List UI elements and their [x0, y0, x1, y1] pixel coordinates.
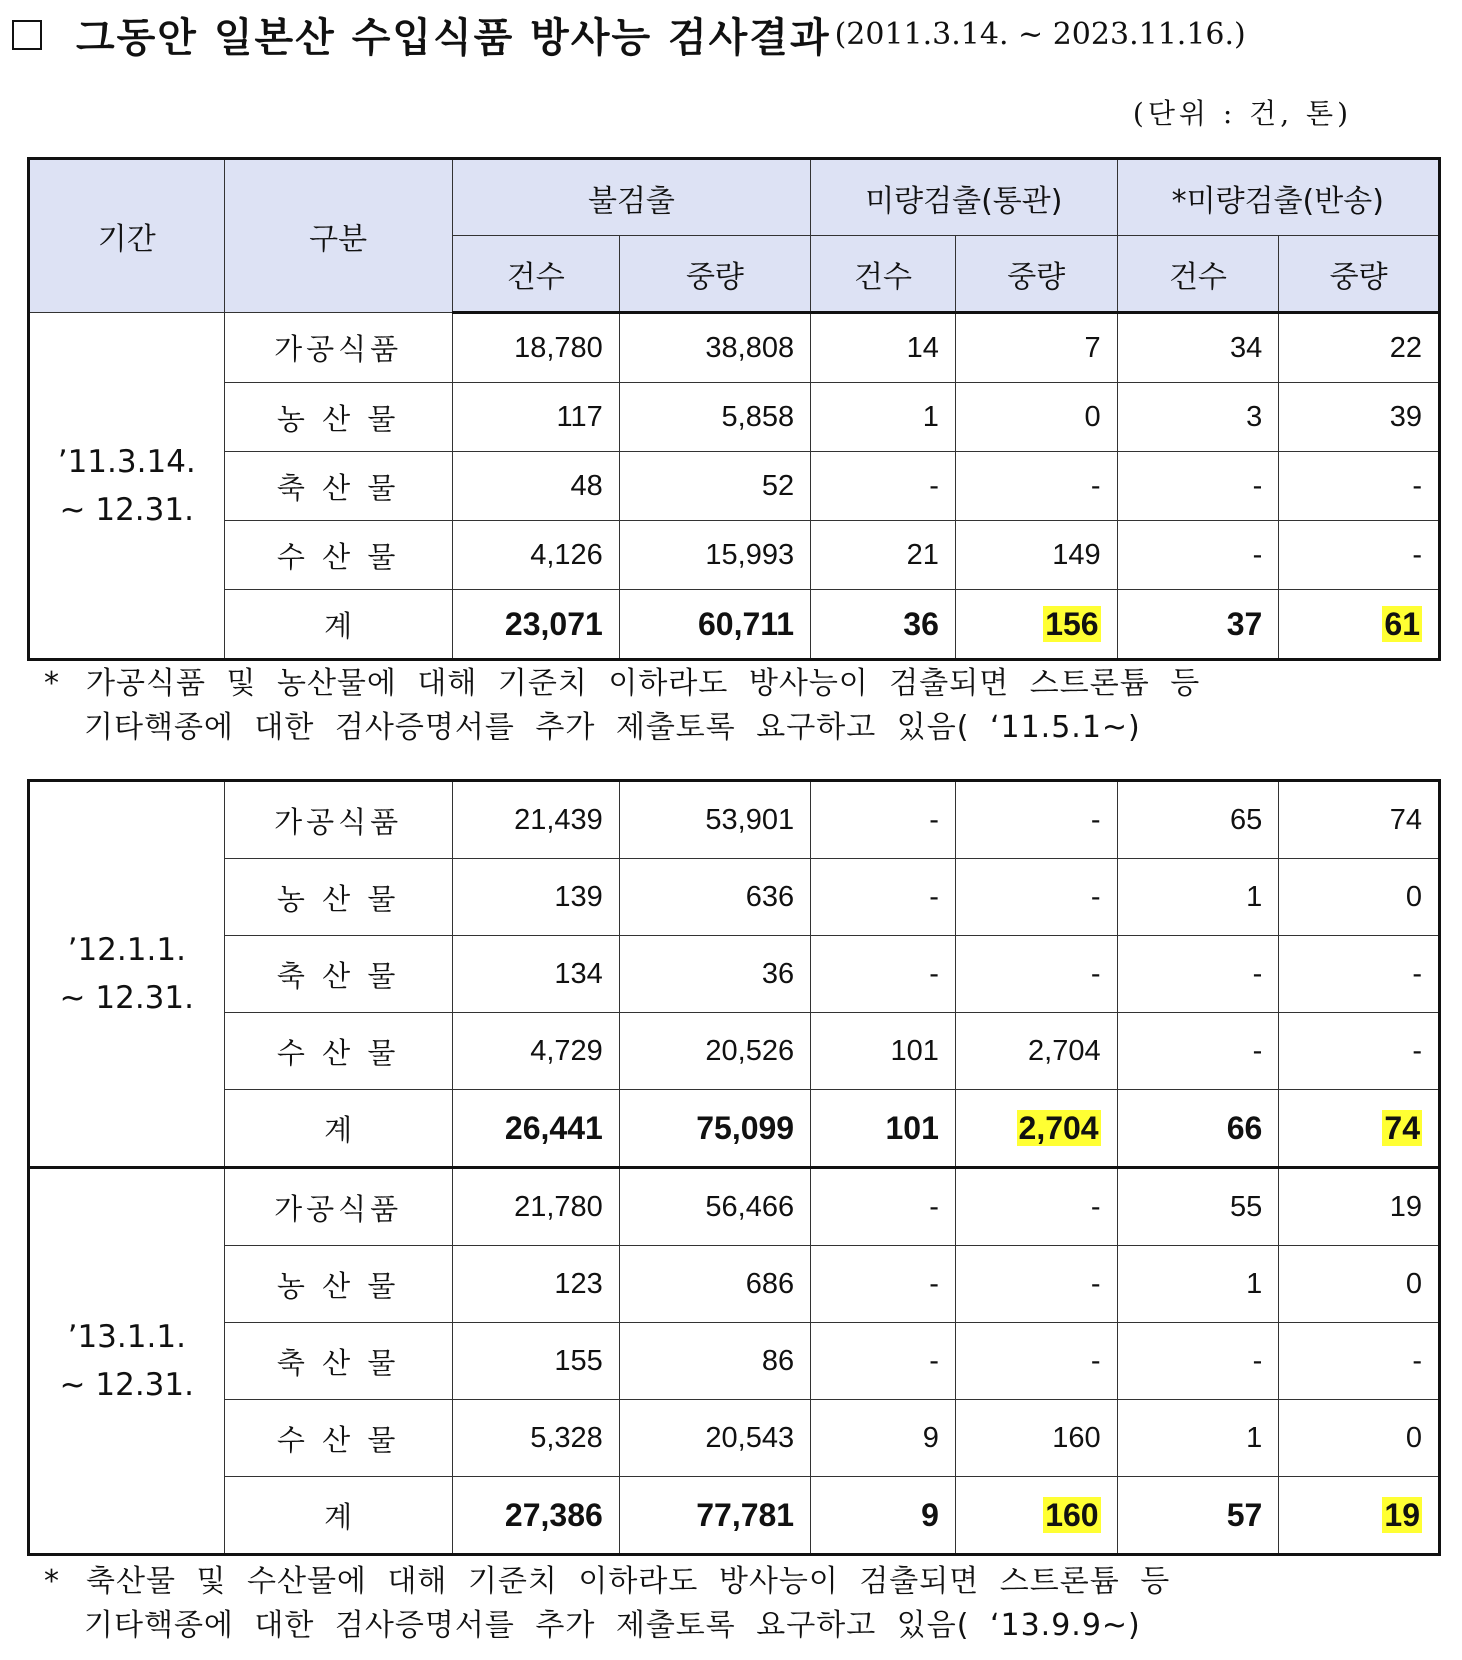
cell-not-detected-count: 4,126 [452, 521, 619, 590]
total-row [29, 590, 1440, 660]
header-count: 건수 [452, 236, 619, 313]
category-fishery: 수 산 물 [224, 1013, 452, 1090]
title-main: 그동안 일본산 수입식품 방사능 검사결과 [76, 15, 831, 61]
cell-not-detected-weight: 36 [619, 936, 810, 1013]
cell-trace-returned-count: 55 [1117, 1168, 1279, 1246]
header-count: 건수 [1117, 236, 1279, 313]
period-line: ’12.1.1. [67, 932, 186, 968]
category-total: 계 [224, 1477, 452, 1555]
cell-trace-returned-weight: - [1279, 1013, 1440, 1090]
table-row [29, 1323, 1440, 1400]
footnote-2 [44, 1560, 1424, 1648]
period-line: ’11.3.14. [57, 443, 196, 480]
cell-not-detected-weight: 56,466 [619, 1168, 810, 1246]
category-agri: 농 산 물 [224, 383, 452, 452]
cell-trace-returned-count: 57 [1117, 1477, 1279, 1555]
cell-trace-returned-count: 66 [1117, 1090, 1279, 1168]
footnote-text: 가공식품 및 농산물에 대해 기준치 이하라도 방사능이 검출되면 스트론튬 등 [86, 666, 1201, 701]
cell-trace-cleared-count: - [811, 936, 956, 1013]
category-processed: 가공식품 [224, 781, 452, 859]
cell-trace-cleared-weight [955, 1477, 1117, 1555]
cell-trace-cleared-weight: - [955, 859, 1117, 936]
cell-not-detected-count: 5,328 [452, 1400, 619, 1477]
highlighted-value: 19 [1384, 1496, 1420, 1533]
cell-not-detected-count: 26,441 [452, 1090, 619, 1168]
period-line: ’13.1.1. [67, 1319, 186, 1355]
category-fishery: 수 산 물 [224, 521, 452, 590]
table-row [29, 1246, 1440, 1323]
cell-trace-cleared-count: - [811, 859, 956, 936]
table-row [29, 1400, 1440, 1477]
cell-not-detected-weight: 60,711 [619, 590, 810, 660]
cell-trace-returned-weight: 19 [1279, 1168, 1440, 1246]
cell-not-detected-weight: 77,781 [619, 1477, 810, 1555]
cell-not-detected-weight: 15,993 [619, 521, 810, 590]
total-row [29, 1477, 1440, 1555]
cell-trace-returned-weight: 39 [1279, 383, 1440, 452]
highlighted-value: 2,704 [1018, 1109, 1099, 1146]
footnote-text-cont: 기타핵종에 대한 검사증명서를 추가 제출토록 요구하고 있음( ‘11.5.1~) [84, 710, 1141, 745]
category-processed: 가공식품 [224, 1168, 452, 1246]
cell-trace-returned-count: - [1117, 1323, 1279, 1400]
category-agri: 농 산 물 [224, 1246, 452, 1323]
cell-not-detected-count: 123 [452, 1246, 619, 1323]
footnote-text-cont: 기타핵종에 대한 검사증명서를 추가 제출토록 요구하고 있음( ‘13.9.9~) [84, 1608, 1141, 1643]
period-line: ~ 12.31. [59, 491, 194, 528]
table-row [29, 383, 1440, 452]
highlighted-value: 61 [1384, 605, 1420, 642]
table-row [29, 452, 1440, 521]
cell-trace-returned-weight [1279, 590, 1440, 660]
cell-not-detected-weight: 75,099 [619, 1090, 810, 1168]
footnote-star: * [44, 1564, 60, 1599]
checkbox-icon [12, 20, 42, 50]
category-total: 계 [224, 590, 452, 660]
period-line: ~ 12.31. [59, 980, 194, 1016]
cell-trace-cleared-weight: 0 [955, 383, 1117, 452]
category-livestock: 축 산 물 [224, 1323, 452, 1400]
cell-trace-returned-count: 37 [1117, 590, 1279, 660]
cell-not-detected-count: 48 [452, 452, 619, 521]
cell-trace-cleared-weight: 149 [955, 521, 1117, 590]
cell-not-detected-count: 155 [452, 1323, 619, 1400]
cell-trace-cleared-weight: 7 [955, 313, 1117, 383]
cell-trace-returned-weight [1279, 1477, 1440, 1555]
cell-trace-returned-weight: 22 [1279, 313, 1440, 383]
total-row [29, 1090, 1440, 1168]
cell-not-detected-weight: 20,543 [619, 1400, 810, 1477]
cell-trace-returned-weight: 0 [1279, 1246, 1440, 1323]
category-processed: 가공식품 [224, 313, 452, 383]
cell-not-detected-count: 139 [452, 859, 619, 936]
category-total: 계 [224, 1090, 452, 1168]
category-fishery: 수 산 물 [224, 1400, 452, 1477]
period-line: ~ 12.31. [59, 1367, 194, 1403]
cell-not-detected-weight: 53,901 [619, 781, 810, 859]
cell-trace-cleared-weight: - [955, 781, 1117, 859]
cell-not-detected-weight: 636 [619, 859, 810, 936]
cell-trace-cleared-weight: 2,704 [955, 1013, 1117, 1090]
cell-not-detected-weight: 20,526 [619, 1013, 810, 1090]
results-table-2011 [27, 157, 1441, 661]
table-row [29, 313, 1440, 383]
cell-trace-cleared-count: - [811, 1168, 956, 1246]
cell-not-detected-count: 134 [452, 936, 619, 1013]
cell-trace-cleared-count: - [811, 781, 956, 859]
cell-trace-cleared-count: 36 [811, 590, 956, 660]
cell-trace-cleared-count: 101 [811, 1090, 956, 1168]
table-row [29, 859, 1440, 936]
cell-trace-cleared-count: - [811, 1323, 956, 1400]
header-trace-returned: *미량검출(반송) [1117, 159, 1439, 236]
cell-trace-cleared-count: - [811, 1246, 956, 1323]
cell-trace-returned-count: 1 [1117, 1400, 1279, 1477]
footnote-1 [44, 662, 1424, 750]
cell-trace-cleared-count: 1 [811, 383, 956, 452]
header-count: 건수 [811, 236, 956, 313]
category-agri: 농 산 물 [224, 859, 452, 936]
cell-trace-cleared-count: 9 [811, 1400, 956, 1477]
cell-not-detected-count: 4,729 [452, 1013, 619, 1090]
results-table-2012-2013 [27, 779, 1441, 1556]
cell-trace-returned-count: 1 [1117, 1246, 1279, 1323]
document-title [12, 6, 1246, 63]
cell-trace-returned-count: 1 [1117, 859, 1279, 936]
cell-trace-returned-count: - [1117, 521, 1279, 590]
cell-not-detected-count: 21,780 [452, 1168, 619, 1246]
period-cell [29, 781, 225, 1168]
cell-not-detected-count: 21,439 [452, 781, 619, 859]
cell-trace-cleared-weight: - [955, 1246, 1117, 1323]
cell-trace-cleared-weight: - [955, 1323, 1117, 1400]
cell-trace-cleared-weight [955, 590, 1117, 660]
period-cell [29, 1168, 225, 1555]
cell-trace-returned-weight: 74 [1279, 781, 1440, 859]
title-range: (2011.3.14. ~ 2023.11.16.) [834, 17, 1246, 52]
category-livestock: 축 산 물 [224, 452, 452, 521]
cell-trace-returned-count: - [1117, 1013, 1279, 1090]
header-weight: 중량 [619, 236, 810, 313]
header-period: 기간 [29, 159, 225, 313]
cell-trace-returned-weight: - [1279, 1323, 1440, 1400]
highlighted-value: 156 [1045, 605, 1099, 642]
table-row [29, 936, 1440, 1013]
header-not-detected: 불검출 [452, 159, 810, 236]
cell-trace-cleared-weight: - [955, 452, 1117, 521]
period-cell [29, 313, 225, 660]
cell-trace-returned-weight: - [1279, 521, 1440, 590]
footnote-star: * [44, 666, 60, 701]
cell-not-detected-weight: 52 [619, 452, 810, 521]
cell-trace-cleared-count: 101 [811, 1013, 956, 1090]
cell-trace-cleared-weight [955, 1090, 1117, 1168]
cell-trace-cleared-weight: 160 [955, 1400, 1117, 1477]
cell-trace-cleared-count: - [811, 452, 956, 521]
unit-label: (단위 : 건, 톤) [1132, 97, 1352, 130]
cell-trace-returned-count: - [1117, 452, 1279, 521]
cell-trace-returned-count: - [1117, 936, 1279, 1013]
header-trace-cleared: 미량검출(통관) [811, 159, 1118, 236]
cell-trace-returned-count: 34 [1117, 313, 1279, 383]
table-row [29, 1168, 1440, 1246]
cell-trace-returned-weight [1279, 1090, 1440, 1168]
cell-not-detected-weight: 686 [619, 1246, 810, 1323]
cell-not-detected-weight: 38,808 [619, 313, 810, 383]
header-weight: 중량 [955, 236, 1117, 313]
cell-not-detected-weight: 5,858 [619, 383, 810, 452]
cell-trace-cleared-count: 14 [811, 313, 956, 383]
header-category: 구분 [224, 159, 452, 313]
cell-trace-cleared-count: 9 [811, 1477, 956, 1555]
category-livestock: 축 산 물 [224, 936, 452, 1013]
cell-trace-cleared-count: 21 [811, 521, 956, 590]
table-row [29, 521, 1440, 590]
table-row [29, 781, 1440, 859]
cell-not-detected-weight: 86 [619, 1323, 810, 1400]
cell-trace-returned-weight: 0 [1279, 859, 1440, 936]
cell-trace-returned-count: 3 [1117, 383, 1279, 452]
cell-not-detected-count: 27,386 [452, 1477, 619, 1555]
cell-not-detected-count: 117 [452, 383, 619, 452]
footnote-text: 축산물 및 수산물에 대해 기준치 이하라도 방사능이 검출되면 스트론튬 등 [86, 1564, 1171, 1599]
highlighted-value: 160 [1045, 1496, 1099, 1533]
cell-not-detected-count: 23,071 [452, 590, 619, 660]
cell-trace-cleared-weight: - [955, 1168, 1117, 1246]
cell-not-detected-count: 18,780 [452, 313, 619, 383]
cell-trace-cleared-weight: - [955, 936, 1117, 1013]
cell-trace-returned-count: 65 [1117, 781, 1279, 859]
table-row [29, 1013, 1440, 1090]
cell-trace-returned-weight: 0 [1279, 1400, 1440, 1477]
highlighted-value: 74 [1384, 1109, 1420, 1146]
header-weight: 중량 [1279, 236, 1440, 313]
cell-trace-returned-weight: - [1279, 452, 1440, 521]
cell-trace-returned-weight: - [1279, 936, 1440, 1013]
